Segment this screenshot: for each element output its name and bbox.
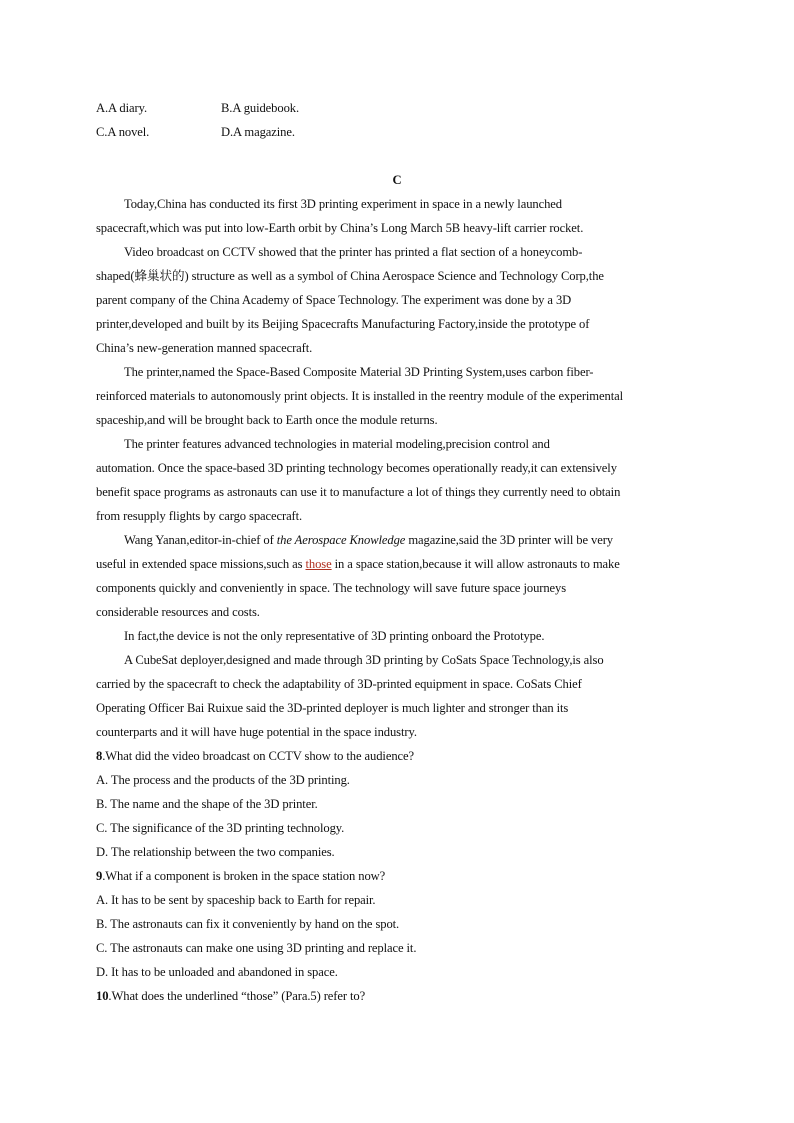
question-9 (96, 868, 385, 884)
question-9-number: 9 (96, 869, 103, 883)
paragraph-1-line-2: spacecraft,which was put into low-Earth orbit by China’s Long March 5B heavy-lift carrier rocket. (96, 221, 584, 235)
paragraph-3-line-1: The printer,named the Space-Based Composite Material 3D Printing System,uses carbon fiber- (124, 365, 594, 379)
prev-option-c: C.A novel. (96, 125, 150, 139)
paragraph-6-line-1: In fact,the device is not the only representative of 3D printing onboard the Prototype. (124, 629, 545, 643)
question-8-number: 8 (96, 749, 103, 763)
paragraph-3-line-3: spaceship,and will be brought back to Earth once the module returns. (96, 413, 438, 427)
question-9-option-b: B. The astronauts can fix it conveniently by hand on the spot. (96, 917, 400, 931)
paragraph-5-text: magazine,said the 3D printer will be very (405, 533, 614, 547)
paragraph-5-line-2 (96, 556, 620, 572)
question-9-stem: .What if a component is broken in the space station now? (102, 869, 386, 883)
paragraph-5-line-1 (124, 532, 613, 548)
paragraph-5-text: Wang Yanan,editor-in-chief of (124, 533, 277, 547)
question-9-option-c: C. The astronauts can make one using 3D printing and replace it. (96, 941, 417, 955)
question-9-option-a: A. It has to be sent by spaceship back to Earth for repair. (96, 893, 376, 907)
prev-option-d: D.A magazine. (221, 125, 295, 139)
magazine-title: the Aerospace Knowledge (276, 533, 406, 547)
paragraph-1-line-1: Today,China has conducted its first 3D printing experiment in space in a newly launched (124, 197, 562, 211)
question-10 (96, 988, 365, 1004)
paragraph-7-line-4: counterparts and it will have huge potential in the space industry. (96, 725, 417, 739)
paragraph-5-line-4: considerable resources and costs. (96, 605, 260, 619)
paragraph-4-line-1: The printer features advanced technologies in material modeling,precision control and (124, 437, 550, 451)
question-8 (96, 748, 414, 764)
question-8-option-a: A. The process and the products of the 3D printing. (96, 773, 350, 787)
question-8-stem: .What did the video broadcast on CCTV show to the audience? (102, 749, 414, 763)
paragraph-7-line-2: carried by the spacecraft to check the adaptability of 3D-printed equipment in space. CoSats Chief (96, 677, 582, 691)
paragraph-4-line-3: benefit space programs as astronauts can use it to manufacture a lot of things they currently need to obtain (96, 485, 621, 499)
question-8-option-b: B. The name and the shape of the 3D printer. (96, 797, 318, 811)
paragraph-7-line-1: A CubeSat deployer,designed and made through 3D printing by CoSats Space Technology,is also (124, 653, 604, 667)
paragraph-5-line-3: components quickly and conveniently in space. The technology will save future space journeys (96, 581, 567, 595)
paragraph-2-line-2: shaped(蜂巢状的) structure as well as a symbol of China Aerospace Science and Technology Corp,the (96, 269, 604, 283)
paragraph-3-line-2: reinforced materials to autonomously print objects. It is installed in the reentry module of the experimental (96, 389, 623, 403)
paragraph-2-line-4: printer,developed and built by its Beijing Spacecrafts Manufacturing Factory,inside the prototype of (96, 317, 590, 331)
section-title: C (392, 173, 402, 187)
paragraph-2-line-3: parent company of the China Academy of Space Technology. The experiment was done by a 3D (96, 293, 572, 307)
question-10-number: 10 (96, 989, 109, 1003)
paragraph-4-line-4: from resupply flights by cargo spacecraft. (96, 509, 303, 523)
question-8-option-d: D. The relationship between the two companies. (96, 845, 335, 859)
underlined-those: those (305, 557, 332, 571)
paragraph-5-text: useful in extended space missions,such as (96, 557, 306, 571)
prev-option-b: B.A guidebook. (221, 101, 300, 115)
paragraph-2-line-5: China’s new-generation manned spacecraft. (96, 341, 313, 355)
paragraph-4-line-2: automation. Once the space-based 3D printing technology becomes operationally ready,it can extensively (96, 461, 617, 475)
paragraph-7-line-3: Operating Officer Bai Ruixue said the 3D-printed deployer is much lighter and stronger than its (96, 701, 569, 715)
paragraph-5-text: in a space station,because it will allow astronauts to make (331, 557, 620, 571)
prev-option-a: A.A diary. (96, 101, 147, 115)
paragraph-2-line-1: Video broadcast on CCTV showed that the printer has printed a flat section of a honeycomb- (124, 245, 583, 259)
question-10-stem: .What does the underlined “those” (Para.5) refer to? (108, 989, 366, 1003)
question-9-option-d: D. It has to be unloaded and abandoned in space. (96, 965, 338, 979)
question-8-option-c: C. The significance of the 3D printing technology. (96, 821, 345, 835)
